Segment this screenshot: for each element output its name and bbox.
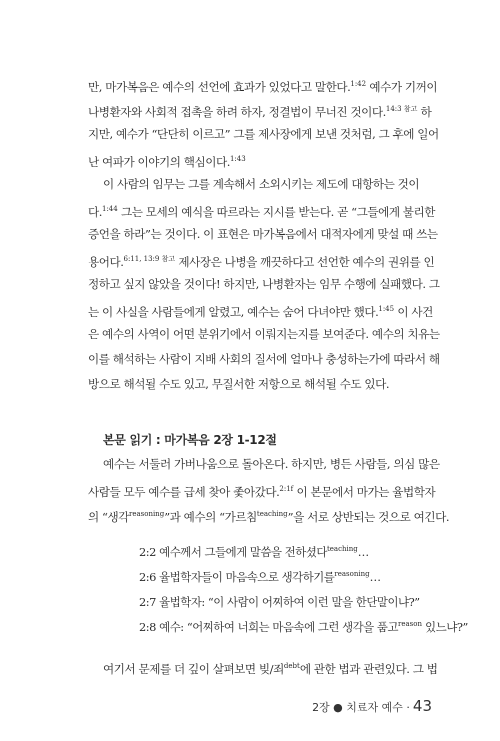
body-line: 이 사람의 임무는 그를 계속해서 소외시키는 제도에 대항하는 것이: [103, 177, 420, 191]
body-line: 나병환자와 사회적 접촉을 하려 하자, 정결법이 무너진 것이다.$^{14:3 참고}$ 하: [88, 105, 432, 119]
body-line: 용어다.$^{6:11, 13:9 참고}$ 제사장은 나병을 깨끗하다고 선언한 예수의 권위를 인: [88, 255, 435, 269]
body-line: 정하고 싶지 않았을 것이다! 하지만, 나병환자는 임무 수행에 실패했다. 그: [88, 277, 440, 291]
body-line: 예수는 서둘러 가버나움으로 돌아온다. 하지만, 병든 사람들, 의심 많은: [103, 457, 440, 471]
verse-line: 2:7 율법학자: “이 사람이 어찌하여 이런 말을 한단말이냐?”: [139, 595, 420, 609]
verse-line: 2:6 율법학자들이 마음속으로 생각하기를$^{reasoning}$…: [139, 570, 381, 584]
body-line: 이를 해석하는 사람이 지배 사회의 질서에 얼마나 충성하는가에 따라서 해: [88, 352, 440, 366]
running-header: 2장 ● 치료자 예수 ·: [312, 701, 410, 714]
body-line: 사람들 모두 예수를 급세 찾아 좇아갔다.$^{2:1f}$ 이 본문에서 마가는 율법학자: [88, 485, 436, 499]
body-line: 난 여파가 이야기의 핵심이다.$^{1:43}$: [88, 155, 246, 169]
body-line: 방으로 해석될 수도 있고, 무질서한 저항으로 해석될 수도 있다.: [88, 377, 390, 391]
verse-line: 2:8 예수: “어찌하여 너희는 마음속에 그런 생각을 품고$^{reason}$ 있느냐?”: [139, 620, 468, 634]
body-line: 만, 마가복음은 예수의 선언에 효과가 있었다고 말한다.$^{1:42}$ 예수가 기꺼이: [88, 80, 438, 94]
body-line: 다.$^{1:44}$ 그는 모세의 예식을 따르라는 지시를 받는다. 곧 “그들에게 불리한: [88, 205, 436, 219]
section-heading: 본문 읽기 : 마가복음 2장 1-12절: [103, 433, 277, 447]
body-line: 지만, 예수가 “단단히 이르고” 그를 제사장에게 보낸 것처럼, 그 후에 일어: [88, 127, 439, 141]
body-line: 의 “생각$^{reasoning}$”과 예수의 “가르침$^{teaching}$”을 서로 상반되는 것으로 여긴다.: [88, 510, 450, 524]
verse-line: 2:2 예수께서 그들에게 말씀을 전하셨다$^{teaching}$…: [139, 545, 369, 559]
page-number: 43: [412, 697, 432, 715]
body-line: 증언을 하라”는 것이다. 이 표현은 마가복음에서 대적자에게 맞설 때 쓰는: [88, 227, 438, 241]
page-footer: [312, 697, 432, 715]
body-line: 는 이 사실을 사람들에게 알렸고, 예수는 숨어 다녀야만 했다.$^{1:45}$ 이 사건: [88, 305, 433, 319]
body-line: 은 예수의 사역이 어떤 분위기에서 이뤄지는지를 보여준다. 예수의 치유는: [88, 327, 440, 341]
body-line: 여기서 문제를 더 깊이 살펴보면 빚/죄$^{debt}$에 관한 법과 관련있다. 그 법: [103, 662, 438, 676]
